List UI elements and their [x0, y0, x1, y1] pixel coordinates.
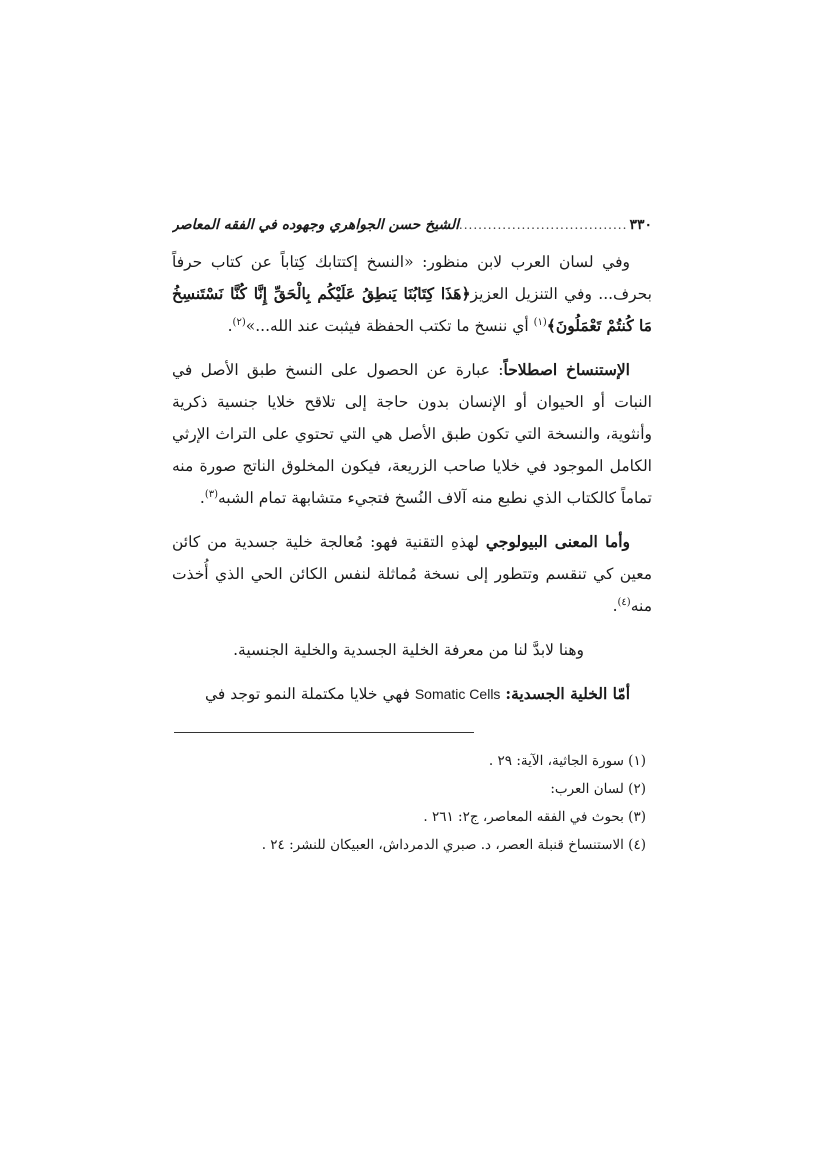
footnote-ref-4[interactable]: (٤)	[617, 596, 631, 608]
paragraph-biological-meaning	[172, 526, 652, 622]
footnote-ref-1[interactable]: (١)	[533, 316, 547, 328]
term-somatic: أمّا الخلية الجسدية:	[505, 684, 630, 703]
page-number: ٣٣٠	[629, 217, 652, 233]
p5-text: فهي خلايا مكتملة النمو توجد في	[204, 685, 415, 703]
footnote-separator	[174, 732, 474, 733]
p1-line3: أي ننسخ ما تكتب الحفظة فيثبت عند الله...»	[245, 317, 534, 335]
footnote-ref-3[interactable]: (٣)	[204, 488, 218, 500]
footnotes	[172, 747, 652, 859]
term-istinsakh: الإستنساخ اصطلاحاً	[503, 360, 630, 379]
running-title: الشيخ حسن الجواهري وجهوده في الفقه المعاصر	[172, 217, 460, 233]
p2-text: : عبارة عن الحصول على النسخ طبق الأصل في النبات أو الحيوان أو الإنسان بدون حاجة إلى تلاقح خلايا جنسية ذكرية وأنثوية، والنسخة التي تكون طبق الأصل هي التي تحتوي على التراث الإرثي الكامل الموجود في خلايا صاحب الزريعة، فيكون المخلوق الناتج صورة منه تماماً كالكتاب الذي نطبع منه آلاف النُسخ فتجيء متشابهة تمام الشبه	[172, 361, 652, 507]
footnote-4: (٤) الاستنساخ قنبلة العصر، د. صبري الدمرداش، العبيكان للنشر: ٢٤ .	[261, 837, 646, 853]
paragraph-cells-intro	[172, 634, 652, 666]
footnote-2: (٢) لسان العرب:	[550, 781, 646, 797]
book-page	[172, 214, 652, 859]
running-header	[172, 214, 652, 236]
footnote-1: (١) سورة الجاثية، الآية: ٢٩ .	[488, 753, 646, 769]
p1-line1: وفي لسان العرب لابن منظور: «النسخ إكتتابك كِتاباً عن كتاب حرفاً	[172, 253, 630, 271]
term-biological: وأما المعنى البيولوجي	[485, 532, 630, 551]
paragraph-definition	[172, 354, 652, 514]
footnote-ref-2[interactable]: (٢)	[232, 316, 246, 328]
p1-line2: بحرف... وفي التنزيل العزيز	[470, 285, 652, 303]
p3-end: .	[612, 597, 618, 615]
footnote-3: (٣) بحوث في الفقه المعاصر، ج٢: ٢٦١ .	[423, 809, 646, 825]
p4-text: وهنا لابدَّ لنا من معرفة الخلية الجسدية والخلية الجنسية.	[233, 641, 584, 659]
header-leader-dots: ...................................	[459, 218, 628, 232]
p1-end: .	[227, 317, 233, 335]
p3-text: لهذهِ التقنية فهو: مُعالجة خلية جسدية من كائن معين كي تنقسم وتتطور إلى نسخة مُماثلة لنفس الكائن الحي الذي أُخذت منه	[172, 533, 652, 615]
p2-end: .	[199, 489, 205, 507]
quran-verse: ﴿هَذَا كِتَابُنَا يَنطِقُ عَلَيْكُم بِالْحَقِّ إِنَّا كُنَّا نَسْتَنسِخُ مَا كُنتُمْ تَعْمَلُونَ﴾	[172, 284, 652, 335]
latin-term: Somatic Cells	[414, 686, 501, 702]
paragraph-lisan-al-arab	[172, 246, 652, 342]
paragraph-somatic-cells	[172, 678, 652, 710]
